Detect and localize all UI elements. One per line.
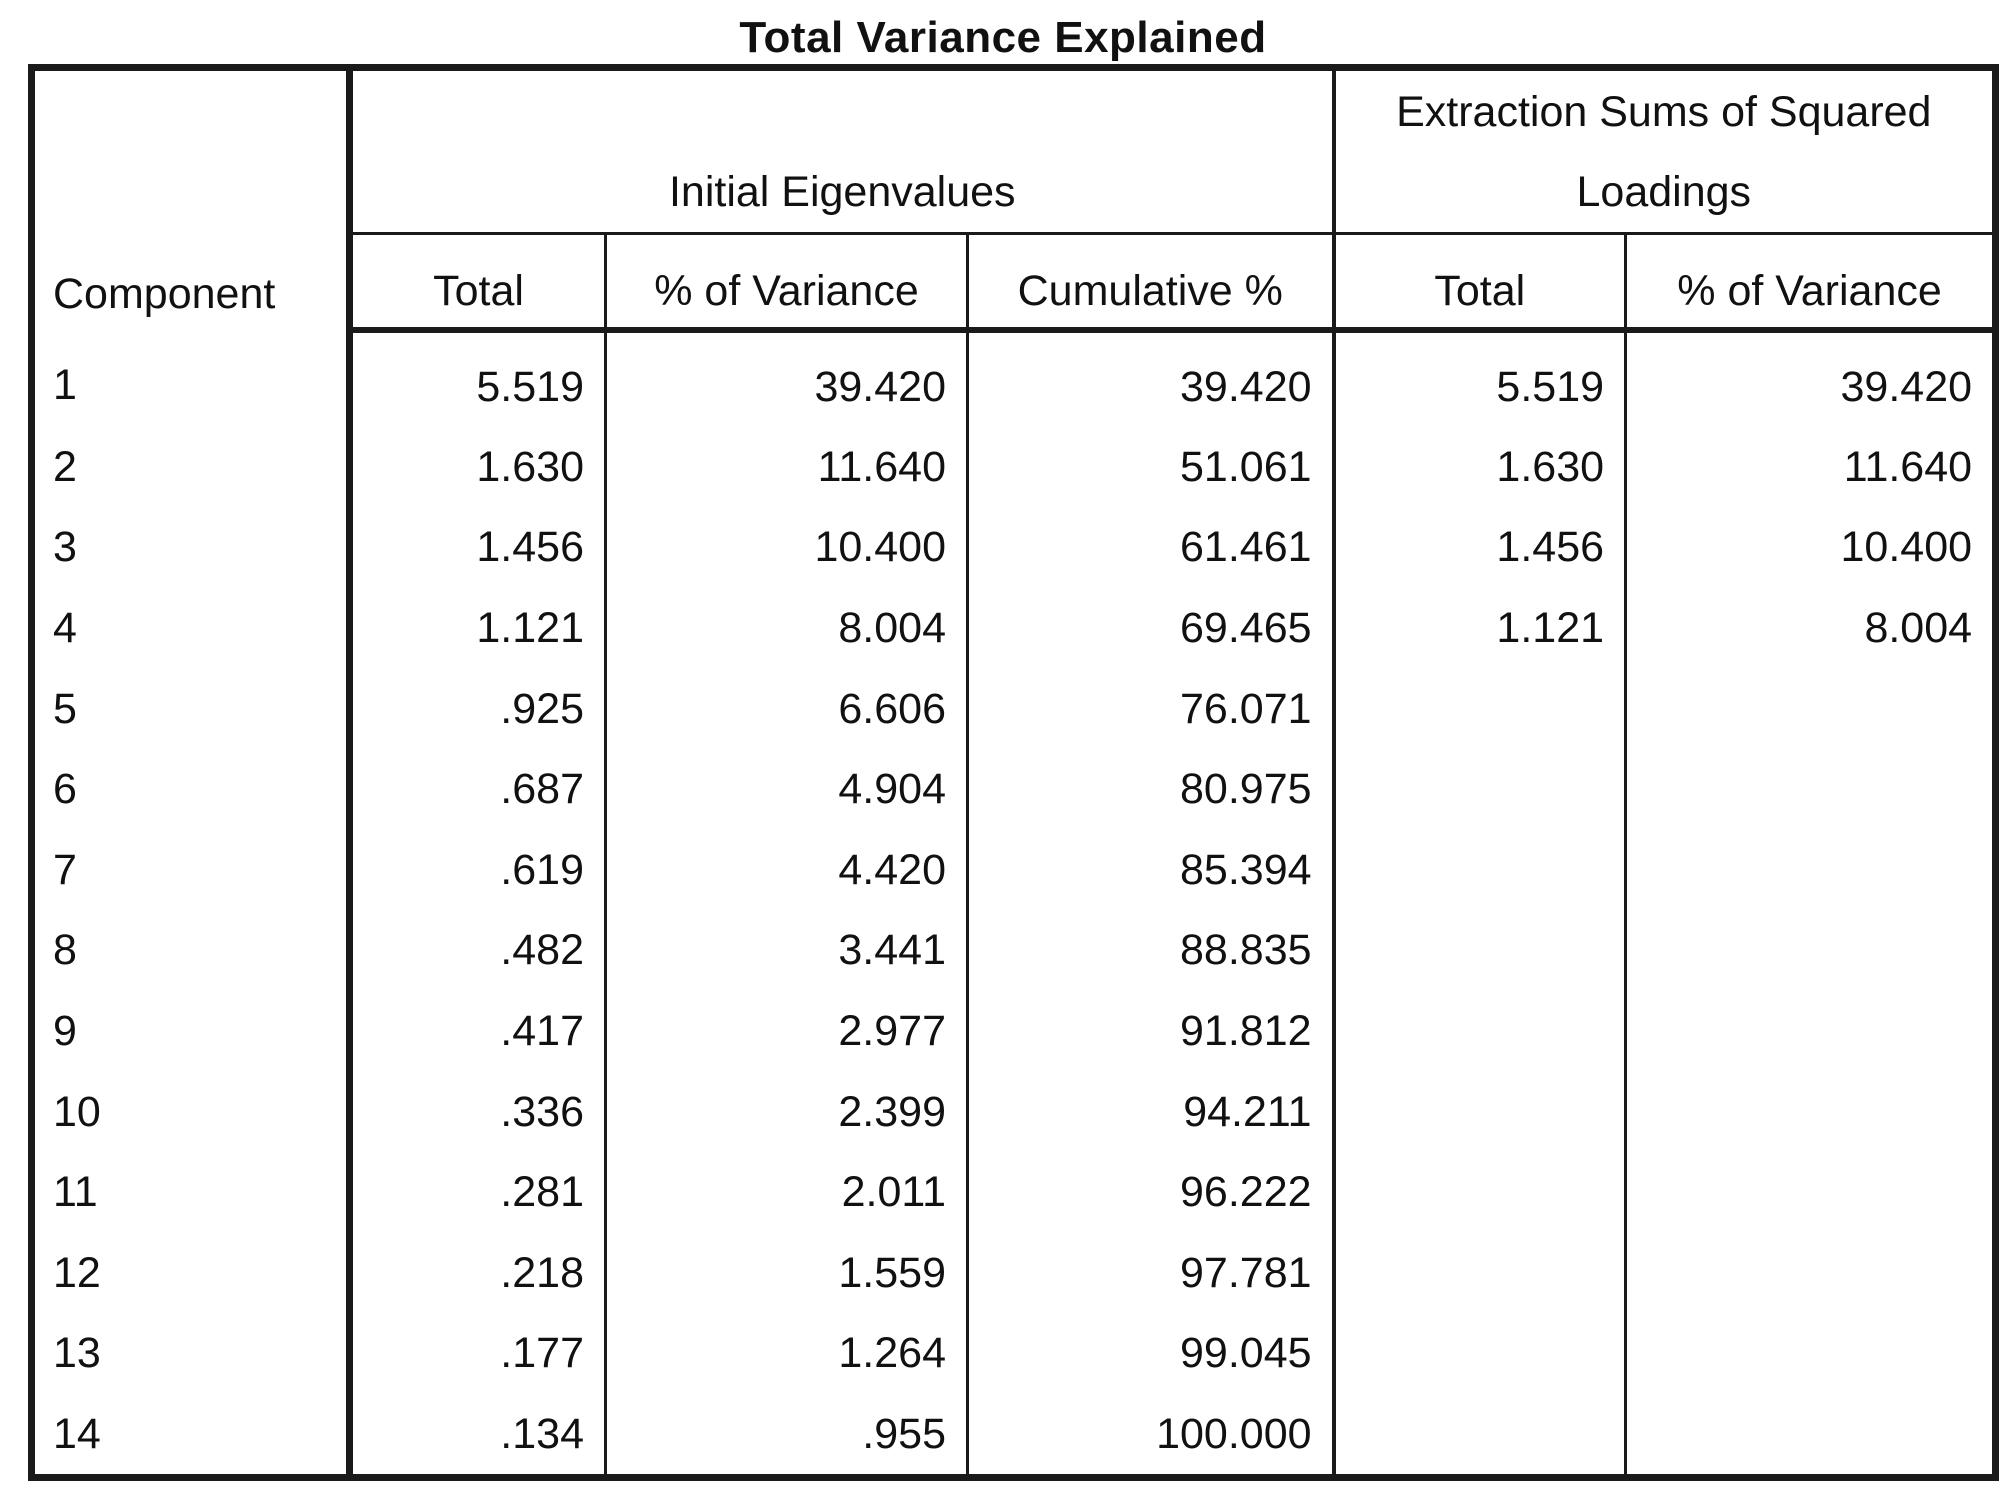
cell-total: .925	[350, 668, 606, 749]
header-initial-eigenvalues: Initial Eigenvalues	[350, 68, 1334, 234]
table-row	[32, 829, 1996, 910]
cell-ext-pct-variance	[1626, 668, 1996, 749]
cell-component: 5	[32, 668, 350, 749]
cell-pct-variance: 2.399	[606, 1071, 968, 1152]
cell-total: .336	[350, 1071, 606, 1152]
cell-pct-variance: 6.606	[606, 668, 968, 749]
table-row	[32, 330, 1996, 427]
header-ext-total: Total	[1334, 234, 1626, 330]
table-row	[32, 1313, 1996, 1394]
cell-component: 8	[32, 910, 350, 991]
cell-ext-total	[1334, 829, 1626, 910]
cell-cumulative: 94.211	[968, 1071, 1334, 1152]
cell-ext-total: 1.456	[1334, 507, 1626, 588]
table-row	[32, 1394, 1996, 1478]
cell-ext-pct-variance: 11.640	[1626, 427, 1996, 508]
cell-ext-pct-variance: 39.420	[1626, 330, 1996, 427]
table-row	[32, 588, 1996, 669]
cell-ext-total: 1.121	[1334, 588, 1626, 669]
cell-component: 3	[32, 507, 350, 588]
cell-ext-pct-variance	[1626, 1313, 1996, 1394]
table-title: Total Variance Explained	[739, 13, 1267, 62]
variance-table	[28, 64, 1999, 1481]
cell-total: .482	[350, 910, 606, 991]
cell-ext-total	[1334, 1152, 1626, 1233]
cell-pct-variance: 10.400	[606, 507, 968, 588]
cell-ext-total	[1334, 910, 1626, 991]
cell-pct-variance: 4.420	[606, 829, 968, 910]
cell-ext-total: 1.630	[1334, 427, 1626, 508]
cell-ext-total	[1334, 1394, 1626, 1478]
cell-ext-pct-variance	[1626, 910, 1996, 991]
cell-ext-total	[1334, 1232, 1626, 1313]
header-total: Total	[350, 234, 606, 330]
cell-cumulative: 61.461	[968, 507, 1334, 588]
header-pct-variance: % of Variance	[606, 234, 968, 330]
cell-cumulative: 85.394	[968, 829, 1334, 910]
table-row	[32, 507, 1996, 588]
cell-ext-total	[1334, 1071, 1626, 1152]
cell-ext-pct-variance	[1626, 1394, 1996, 1478]
table-row	[32, 668, 1996, 749]
cell-pct-variance: 3.441	[606, 910, 968, 991]
table-row	[32, 1232, 1996, 1313]
cell-total: 1.456	[350, 507, 606, 588]
cell-ext-total: 5.519	[1334, 330, 1626, 427]
table-row	[32, 427, 1996, 508]
cell-cumulative: 88.835	[968, 910, 1334, 991]
cell-pct-variance: 2.011	[606, 1152, 968, 1233]
cell-pct-variance: 2.977	[606, 991, 968, 1072]
cell-cumulative: 80.975	[968, 749, 1334, 830]
cell-pct-variance: 4.904	[606, 749, 968, 830]
cell-total: .281	[350, 1152, 606, 1233]
cell-total: .687	[350, 749, 606, 830]
cell-cumulative: 51.061	[968, 427, 1334, 508]
cell-ext-pct-variance: 10.400	[1626, 507, 1996, 588]
cell-cumulative: 39.420	[968, 330, 1334, 427]
cell-ext-total	[1334, 749, 1626, 830]
cell-total: .417	[350, 991, 606, 1072]
cell-component: 6	[32, 749, 350, 830]
table-row	[32, 749, 1996, 830]
cell-pct-variance: 39.420	[606, 330, 968, 427]
cell-component: 4	[32, 588, 350, 669]
cell-total: .177	[350, 1313, 606, 1394]
cell-ext-total	[1334, 991, 1626, 1072]
header-cumulative: Cumulative %	[968, 234, 1334, 330]
cell-ext-pct-variance	[1626, 1152, 1996, 1233]
table-row	[32, 910, 1996, 991]
cell-ext-pct-variance	[1626, 1232, 1996, 1313]
cell-total: .619	[350, 829, 606, 910]
header-component: Component	[32, 68, 350, 330]
header-ext-pct-variance: % of Variance	[1626, 234, 1996, 330]
cell-cumulative: 91.812	[968, 991, 1334, 1072]
cell-component: 2	[32, 427, 350, 508]
cell-component: 9	[32, 991, 350, 1072]
cell-ext-pct-variance	[1626, 1071, 1996, 1152]
cell-component: 1	[32, 330, 350, 427]
cell-pct-variance: 1.264	[606, 1313, 968, 1394]
cell-ext-pct-variance	[1626, 991, 1996, 1072]
cell-cumulative: 96.222	[968, 1152, 1334, 1233]
table-row	[32, 1071, 1996, 1152]
cell-pct-variance: 1.559	[606, 1232, 968, 1313]
cell-cumulative: 76.071	[968, 668, 1334, 749]
cell-component: 14	[32, 1394, 350, 1478]
cell-cumulative: 97.781	[968, 1232, 1334, 1313]
cell-pct-variance: 11.640	[606, 427, 968, 508]
cell-component: 13	[32, 1313, 350, 1394]
cell-ext-pct-variance	[1626, 749, 1996, 830]
cell-component: 11	[32, 1152, 350, 1233]
table-row	[32, 1152, 1996, 1233]
cell-ext-total	[1334, 668, 1626, 749]
cell-component: 12	[32, 1232, 350, 1313]
cell-cumulative: 100.000	[968, 1394, 1334, 1478]
cell-total: 1.121	[350, 588, 606, 669]
cell-total: .134	[350, 1394, 606, 1478]
cell-pct-variance: 8.004	[606, 588, 968, 669]
cell-ext-total	[1334, 1313, 1626, 1394]
cell-total: .218	[350, 1232, 606, 1313]
cell-cumulative: 69.465	[968, 588, 1334, 669]
header-extraction-sums: Extraction Sums of Squared Loadings	[1334, 68, 1996, 234]
cell-total: 5.519	[350, 330, 606, 427]
cell-ext-pct-variance: 8.004	[1626, 588, 1996, 669]
cell-cumulative: 99.045	[968, 1313, 1334, 1394]
table-row	[32, 991, 1996, 1072]
cell-pct-variance: .955	[606, 1394, 968, 1478]
table-body	[32, 330, 1996, 1478]
cell-component: 10	[32, 1071, 350, 1152]
cell-component: 7	[32, 829, 350, 910]
cell-ext-pct-variance	[1626, 829, 1996, 910]
cell-total: 1.630	[350, 427, 606, 508]
